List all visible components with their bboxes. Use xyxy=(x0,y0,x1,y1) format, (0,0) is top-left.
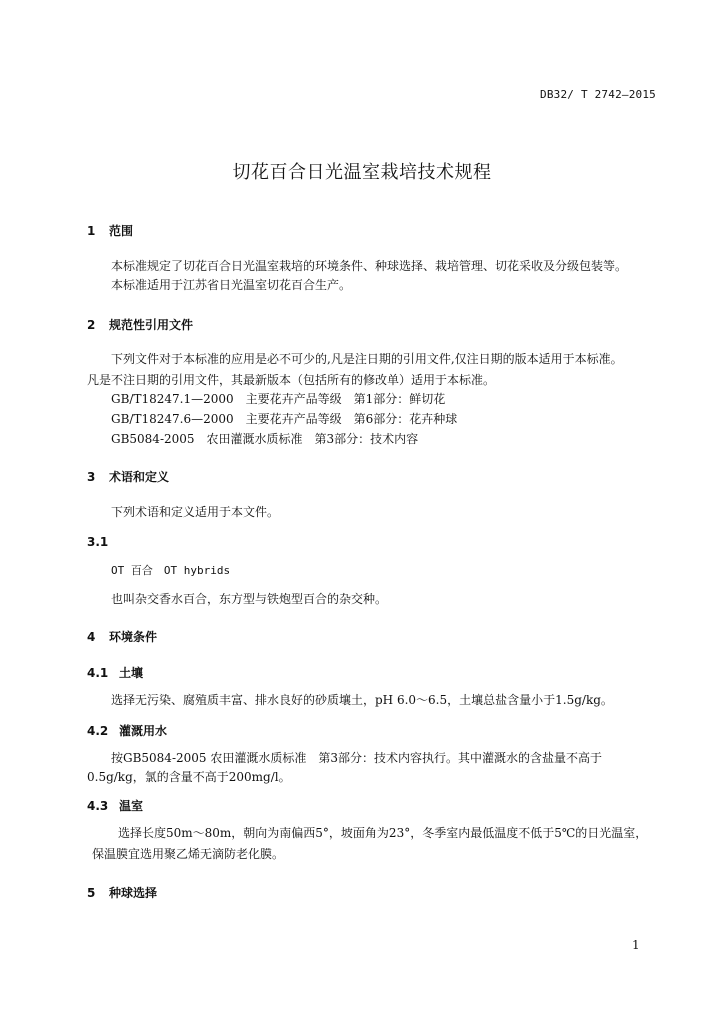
subsection-title: 灌溉用水 xyxy=(119,724,168,738)
subsection-number: 4.1 xyxy=(87,666,109,680)
section-2-heading xyxy=(87,316,193,333)
term-definition: 也叫杂交香水百合，东方型与铁炮型百合的杂交种。 xyxy=(111,592,388,606)
subsection-title: 土壤 xyxy=(119,666,144,680)
section-title: 环境条件 xyxy=(109,630,158,644)
paragraph-line: 凡是不注日期的引用文件，其最新版本（包括所有的修改单）适用于本标准。 xyxy=(87,373,496,387)
section-title: 术语和定义 xyxy=(109,470,170,484)
reference-item: GB/T18247.6—2000 主要花卉产品等级 第6部分：花卉种球 xyxy=(111,412,458,426)
reference-item: GB/T18247.1—2000 主要花卉产品等级 第1部分：鲜切花 xyxy=(111,392,446,406)
section-number: 5 xyxy=(87,886,96,900)
section-number: 4 xyxy=(87,630,96,644)
section-number: 3 xyxy=(87,470,96,484)
standard-code: DB32/ T 2742—2015 xyxy=(540,88,656,101)
paragraph-line: 保温膜宜选用聚乙烯无滴防老化膜。 xyxy=(92,847,285,861)
subsection-number: 4.2 xyxy=(87,724,109,738)
subsection-4-3-heading xyxy=(87,797,143,814)
section-number: 1 xyxy=(87,224,96,238)
section-number: 2 xyxy=(87,318,96,332)
term-heading: OT 百合 OT hybrids xyxy=(111,564,231,577)
subsection-number: 4.3 xyxy=(87,799,109,813)
subsection-title: 温室 xyxy=(119,799,144,813)
section-1-heading xyxy=(87,222,133,239)
paragraph-line: 本标准规定了切花百合日光温室栽培的环境条件、种球选择、栽培管理、切花采收及分级包装等。 xyxy=(111,259,628,273)
section-title: 规范性引用文件 xyxy=(109,318,194,332)
paragraph-line: 按GB5084-2005 农田灌溉水质标准 第3部分：技术内容执行。其中灌溉水的含盐量不高于 xyxy=(111,751,602,765)
paragraph-line: 选择无污染、腐殖质丰富、排水良好的砂质壤土，pH 6.0～6.5，土壤总盐含量小于1.5g/kg。 xyxy=(111,693,613,707)
reference-item: GB5084-2005 农田灌溉水质标准 第3部分：技术内容 xyxy=(111,432,419,446)
paragraph-line: 下列术语和定义适用于本文件。 xyxy=(111,505,280,519)
paragraph-line: 本标准适用于江苏省日光温室切花百合生产。 xyxy=(111,278,352,292)
subsection-3-1-number: 3.1 xyxy=(87,535,109,549)
paragraph-line: 选择长度50m～80m，朝向为南偏西5°，坡面角为23°，冬季室内最低温度不低于5℃的日光温室， xyxy=(118,826,648,840)
page-number: 1 xyxy=(632,938,640,952)
paragraph-line: 0.5g/kg，氯的含量不高于200mg/l。 xyxy=(87,770,291,784)
section-4-heading xyxy=(87,628,157,645)
section-5-heading xyxy=(87,884,157,901)
subsection-4-1-heading xyxy=(87,664,143,681)
section-title: 范围 xyxy=(109,224,134,238)
document-title: 切花百合日光温室栽培技术规程 xyxy=(232,162,492,183)
paragraph-line: 下列文件对于本标准的应用是必不可少的,凡是注日期的引用文件,仅注日期的版本适用于本标准。 xyxy=(111,352,623,366)
section-title: 种球选择 xyxy=(109,886,158,900)
section-3-heading xyxy=(87,468,169,485)
subsection-4-2-heading xyxy=(87,722,167,739)
